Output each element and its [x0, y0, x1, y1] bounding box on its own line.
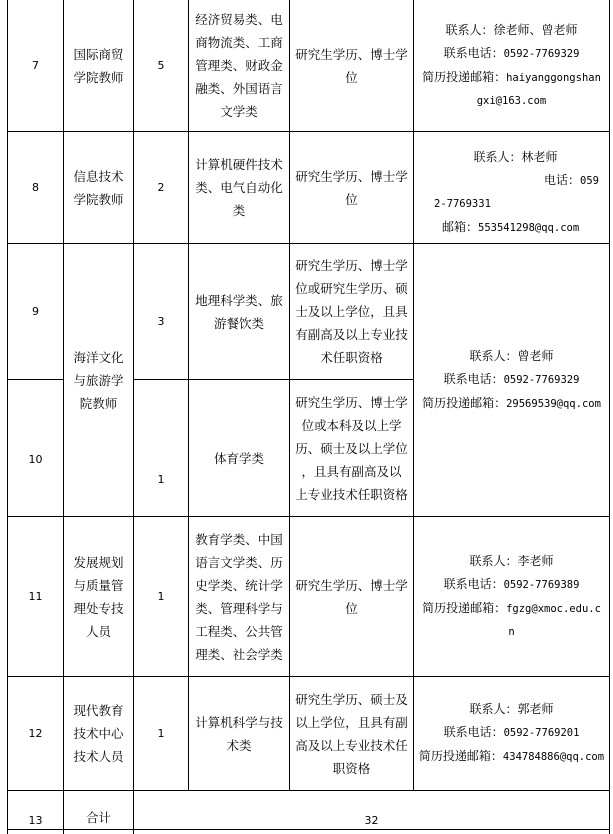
grid-line: [7, 829, 610, 830]
contact-info: 联系人：郭老师 联系电话：0592-7769201 简历投递邮箱：434784886@qq.com: [418, 702, 605, 763]
major-requirement: 计算机硬件技术 类、电气自动化 类: [195, 157, 283, 218]
major-requirement: 体育学类: [213, 450, 264, 466]
position-name: 信息技术 学院教师: [73, 168, 124, 207]
headcount: 5: [157, 59, 165, 72]
row-index: 12: [28, 727, 43, 740]
headcount: 3: [157, 315, 165, 328]
contact-info: 联系人：曾老师 联系电话：0592-7769329 简历投递邮箱：29569539@qq.com: [422, 348, 601, 410]
major-requirement: 计算机科学与技 术类: [195, 714, 283, 753]
education-requirement: 研究生学历、博士学 位: [295, 46, 408, 85]
total-label: 合计: [85, 810, 111, 825]
headcount: 1: [157, 590, 165, 603]
contact-info: 联系人：林老师 电话：059 2-7769331 邮箱：553541298@qq.com: [434, 150, 599, 234]
contact-info: 联系人：李老师 联系电话：0592-7769389 简历投递邮箱：fgzg@xmoc.edu.c n: [422, 553, 601, 638]
contact-info: 联系人：徐老师、曾老师 联系电话：0592-7769329 简历投递邮箱：haiyanggongshan gxi@163.com: [422, 22, 601, 107]
major-requirement: 经济贸易类、电 商物流类、工商 管理类、财政金 融类、外国语言 文学类: [195, 12, 283, 119]
major-requirement: 教育学类、中国 语言文学类、历 史学类、统计学 类、管理科学与 工程类、公共管 理类、社会学类: [195, 531, 283, 662]
position-name: 国际商贸 学院教师: [73, 46, 124, 85]
position-name: 海洋文化 与旅游学 院教师: [73, 349, 124, 411]
major-requirement: 地理科学类、旅 游餐饮类: [195, 292, 283, 331]
position-name: 现代教育 技术中心 技术人员: [73, 703, 124, 764]
education-requirement: 研究生学历、硕士及 以上学位，且具有副 高及以上专业技术任 职资格: [295, 691, 408, 776]
row-index: 13: [28, 814, 43, 827]
row-index: 7: [32, 59, 39, 72]
row-index: 8: [32, 181, 39, 194]
education-requirement: 研究生学历、博士学 位或本科及以上学 历、硕士及以上学位 ，且具有副高及以 上专业技术任职资格: [295, 394, 408, 502]
row-index: 10: [28, 453, 43, 466]
row-index: 9: [32, 305, 39, 318]
education-requirement: 研究生学历、博士学 位或研究生学历、硕 士及以上学位，且具 有副高及以上专业技 术任职资格: [295, 258, 408, 365]
education-requirement: 研究生学历、博士学 位: [295, 168, 408, 207]
row-index: 11: [28, 590, 43, 603]
headcount: 1: [157, 473, 165, 486]
headcount: 2: [157, 181, 165, 194]
education-requirement: 研究生学历、博士学 位: [295, 577, 408, 616]
grid-line: [609, 0, 610, 834]
total-value: 32: [364, 814, 379, 827]
headcount: 1: [157, 727, 165, 740]
position-name: 发展规划 与质量管 理处专技 人员: [73, 554, 124, 639]
